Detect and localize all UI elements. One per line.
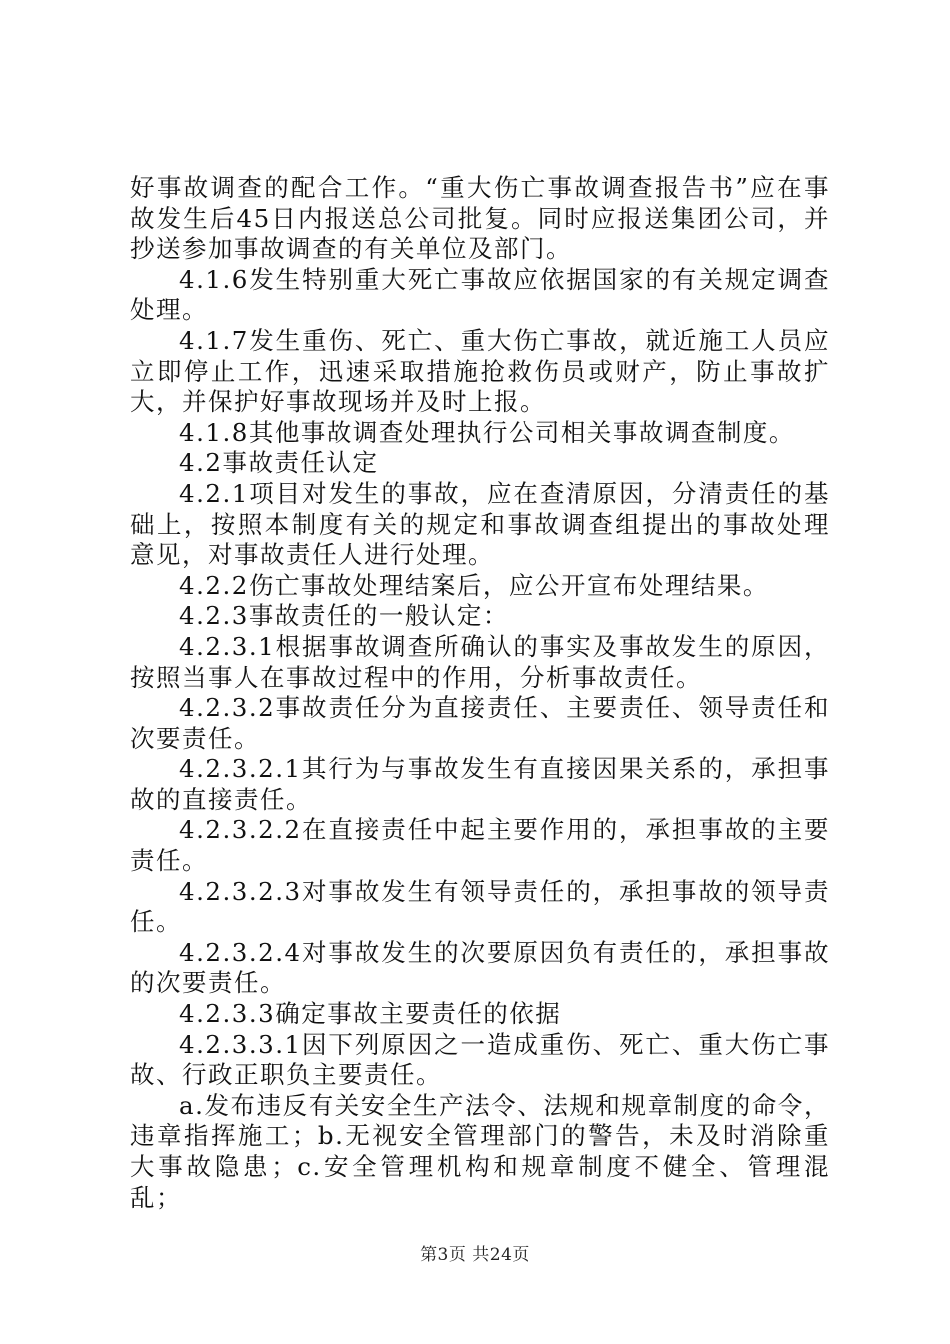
- paragraph-list-a-b-c: a.发布违反有关安全生产法令、法规和规章制度的命令，违章指挥施工；b.无视安全管理部门的警告，未及时消除重大事故隐患；c.安全管理机构和规章制度不健全、管理混乱；: [130, 1090, 830, 1212]
- paragraph-4-2-1: 4.2.1项目对发生的事故，应在查清原因，分清责任的基础上，按照本制度有关的规定和事故调查组提出的事故处理意见，对事故责任人进行处理。: [130, 478, 830, 570]
- paragraph-4-2-3-2-1: 4.2.3.2.1其行为与事故发生有直接因果关系的，承担事故的直接责任。: [130, 754, 830, 814]
- paragraph-4-2-3-2-2: 4.2.3.2.2在直接责任中起主要作用的，承担事故的主要责任。: [130, 815, 830, 876]
- paragraph-4-1-7: 4.1.7发生重伤、死亡、重大伤亡事故，就近施工人员应立即停止工作，迅速采取措施抢救伤员或财产，防止事故扩大，并保护好事故现场并及时上报。: [130, 325, 830, 417]
- paragraph-4-1-6: 4.1.6发生特别重大死亡事故应依据国家的有关规定调查处理。: [130, 264, 830, 325]
- paragraph-4-2-3-3-1: 4.2.3.3.1因下列原因之一造成重伤、死亡、重大伤亡事故、行政正职负主要责任。: [130, 1029, 830, 1090]
- paragraph-4-1-8: 4.1.8其他事故调查处理执行公司相关事故调查制度。: [179, 417, 795, 447]
- paragraph-4-2-2: 4.2.2伤亡事故处理结案后，应公开宣布处理结果。: [179, 570, 769, 600]
- paragraph-4-2-3-3: 4.2.3.3确定事故主要责任的依据: [179, 999, 562, 1029]
- paragraph-4-2-3: 4.2.3事故责任的一般认定：: [179, 601, 509, 631]
- page-number-footer: 第3页 共24页: [420, 1245, 530, 1265]
- paragraph-4-2-3-1: 4.2.3.1根据事故调查所确认的事实及事故发生的原因，按照当事人在事故过程中的作用，分析事故责任。: [130, 631, 830, 692]
- paragraph-4-2-3-2-3: 4.2.3.2.3对事故发生有领导责任的，承担事故的领导责任。: [130, 876, 830, 937]
- paragraph-continuation: 好事故调查的配合工作。“重大伤亡事故调查报告书”应在事故发生后45日内报送总公司批复。同时应报送集团公司，并抄送参加事故调查的有关单位及部门。: [130, 173, 830, 264]
- section-heading-4-2: 4.2事故责任认定: [179, 448, 379, 478]
- document-body: [130, 173, 830, 1213]
- paragraph-4-2-3-2-4: 4.2.3.2.4对事故发生的次要原因负有责任的，承担事故的次要责任。: [130, 937, 830, 998]
- paragraph-4-2-3-2: 4.2.3.2事故责任分为直接责任、主要责任、领导责任和次要责任。: [130, 693, 830, 753]
